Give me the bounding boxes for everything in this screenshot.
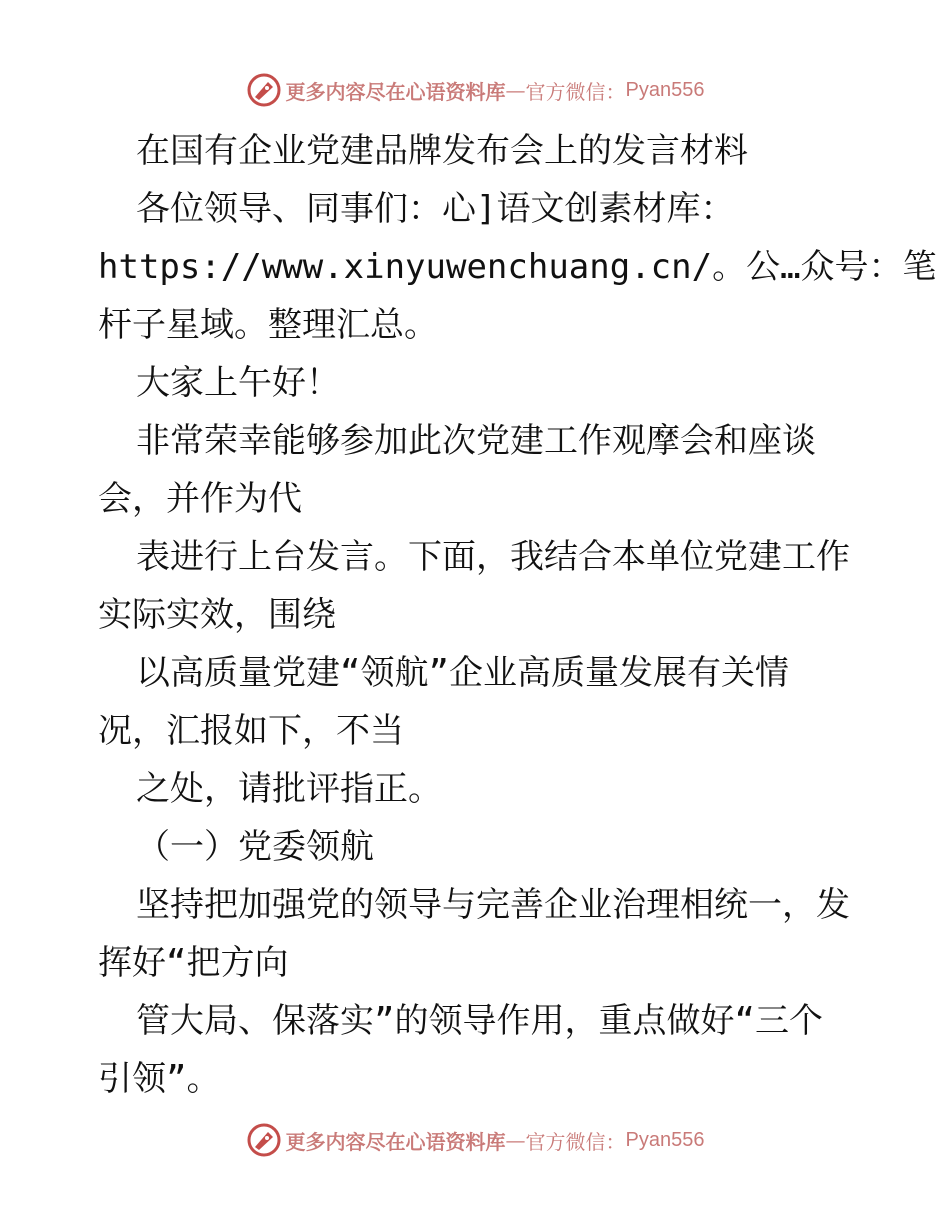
paragraph-line: 之处，请批评指正。 — [136, 769, 442, 809]
paragraph-line: 在国有企业党建品牌发布会上的发言材料 — [136, 131, 748, 171]
paragraph-line: 大家上午好！ — [136, 363, 340, 403]
watermark-title: 更多内容尽在心语资料库 — [285, 79, 506, 104]
watermark-contact-label: 官方微信： — [525, 1129, 626, 1154]
paragraph-line: 会，并作为代 — [98, 479, 302, 519]
paragraph-line: 坚持把加强党的领导与完善企业治理相统一，发 — [136, 885, 850, 925]
footer-watermark — [0, 1118, 950, 1162]
paragraph-line: 表进行上台发言。下面，我结合本单位党建工作 — [136, 537, 850, 577]
header-watermark — [0, 68, 950, 112]
paragraph-line: （一）党委领航 — [136, 827, 374, 867]
paragraph-line: 各位领导、同事们：心]语文创素材库： — [136, 189, 735, 229]
watermark-wechat-id: Pyan556 — [625, 1128, 705, 1151]
pen-nib-logo-icon — [246, 1122, 282, 1158]
paragraph-line: 挥好“把方向 — [98, 943, 289, 983]
watermark-separator: — — [505, 78, 526, 102]
watermark-wechat-id: Pyan556 — [625, 78, 705, 101]
watermark-contact-label: 官方微信： — [525, 79, 626, 104]
paragraph-line: https://www.xinyuwenchuang.cn/。公…众号：笔 — [98, 247, 937, 287]
paragraph-line: 况，汇报如下，不当 — [98, 711, 404, 751]
watermark-separator: — — [505, 1128, 526, 1152]
paragraph-line: 引领”。 — [98, 1059, 221, 1099]
paragraph-line: 非常荣幸能够参加此次党建工作观摩会和座谈 — [136, 421, 816, 461]
paragraph-line: 实际实效，围绕 — [98, 595, 336, 635]
paragraph-line: 以高质量党建“领航”企业高质量发展有关情 — [136, 653, 789, 693]
paragraph-line: 管大局、保落实”的领导作用，重点做好“三个 — [136, 1001, 823, 1041]
paragraph-line: 杆子星域。整理汇总。 — [98, 305, 438, 345]
document-body — [98, 122, 937, 1108]
pen-nib-logo-icon — [246, 72, 282, 108]
watermark-title: 更多内容尽在心语资料库 — [285, 1129, 506, 1154]
